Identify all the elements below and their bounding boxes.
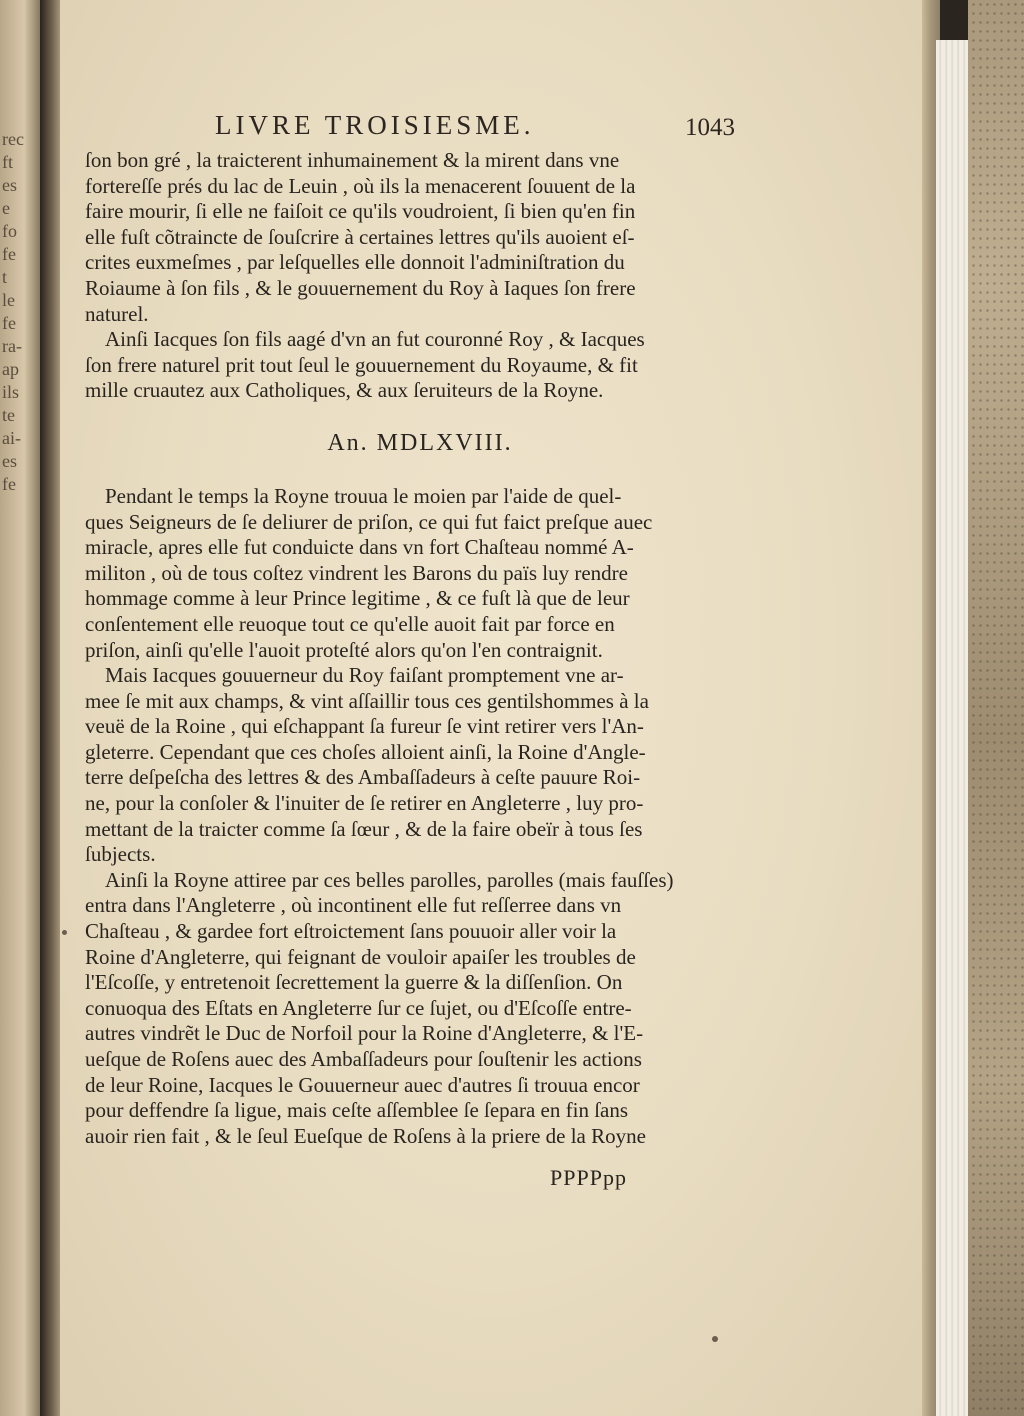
paragraph-1 (85, 148, 735, 327)
paragraph-5 (85, 868, 735, 1150)
text-line: de leur Roine, Iacques le Gouuerneur auec d'autres ſi trouua encor (85, 1072, 640, 1097)
text-line: elle fuſt cõtraincte de ſouſcrire à certaines lettres qu'ils auoient eſ- (85, 224, 635, 249)
text-line: Roiaume à ſon fils , & le gouuernement du Roy à Iaques ſon frere (85, 275, 636, 300)
board-texture (970, 0, 1024, 1416)
paragraph-3 (85, 484, 735, 663)
left-fragment: fe (2, 245, 16, 264)
left-fragment: e (2, 199, 10, 218)
text-line: Mais Iacques gouuerneur du Roy faiſant promptement vne ar- (105, 663, 624, 688)
left-fragment: ai- (2, 429, 21, 448)
text-line: militon , où de tous coſtez vindrent les Barons du païs luy rendre (85, 560, 628, 585)
section-heading: An. MDLXVIII. (327, 429, 513, 456)
text-line: terre deſpeſcha des lettres & des Ambaſſadeurs à ceſte pauure Roi- (85, 765, 641, 790)
text-line: mettant de la traicter comme ſa ſœur , & de la faire obeïr à tous ſes (85, 816, 643, 841)
left-fragment: te (2, 406, 15, 425)
left-fragment: ap (2, 360, 19, 379)
left-fragment: es (2, 176, 17, 195)
text-line: hommage comme à leur Prince legitime , & ce fuſt là que de leur (85, 586, 630, 611)
left-page-fragments (0, 130, 34, 498)
left-fragment: fe (2, 475, 16, 494)
text-line: auoir rien fait , & le ſeul Eueſque de Roſens à la priere de la Royne (85, 1123, 646, 1148)
text-line: conuoqua des Eſtats en Angleterre ſur ce ſujet, ou d'Eſcoſſe entre- (85, 995, 632, 1020)
text-line: ſon bon gré , la traicterent inhumainement & la mirent dans vne (85, 148, 620, 172)
running-head: LIVRE TROISIESME. (215, 110, 535, 140)
paragraph-2 (85, 327, 735, 404)
text-line: faire mourir, ſi elle ne faiſoit ce qu'ils voudroient, ſi bien qu'en fin (85, 199, 636, 224)
text-line: ne, pour la conſoler & l'inuiter de ſe retirer en Angleterre , luy pro- (85, 791, 644, 816)
text-line: Chaſteau , & gardee fort eſtroictement ſans pouuoir aller voir la (85, 919, 617, 944)
text-line: fortereſſe prés du lac de Leuin , où ils la menacerent ſouuent de la (85, 173, 636, 198)
text-line: gleterre. Cependant que ces choſes alloient ainſi, la Roine d'Angle- (85, 739, 646, 764)
signature-mark: PPPPpp (550, 1165, 627, 1190)
ink-spot (62, 930, 67, 935)
text-line: crites euxmeſmes , par leſquelles elle donnoit l'adminiſtration du (85, 250, 625, 275)
text-line: veuë de la Roine , qui eſchappant ſa fureur ſe vint retirer vers l'An- (85, 714, 644, 739)
text-line: l'Eſcoſſe, y entretenoit ſecrettement la guerre & la diſſenſion. On (85, 970, 623, 995)
text-line: ques Seigneurs de ſe deliurer de priſon, ce qui fut faict preſque auec (85, 509, 653, 534)
text-line: ueſque de Roſens auec des Ambaſſadeurs pour ſouſtenir les actions (85, 1047, 642, 1071)
left-fragment: t (2, 268, 8, 287)
text-line: pour deffendre ſa ligue, mais ceſte aſſemblee ſe ſepara en fin ſans (85, 1098, 629, 1123)
page-stack-edge (936, 40, 970, 1416)
text-line: mille cruautez aux Catholiques, & aux ſeruiteurs de la Royne. (85, 378, 604, 403)
text-line: miracle, apres elle fut conduicte dans vn fort Chaſteau nommé A- (85, 535, 634, 560)
left-fragment: ft (2, 153, 13, 172)
left-fragment: le (2, 291, 15, 310)
left-fragment: fo (2, 222, 17, 241)
text-line: Roine d'Angleterre, qui feignant de vouloir apaiſer les troubles de (85, 944, 636, 969)
text-line: entra dans l'Angleterre , où incontinent elle fut reſſerree dans vn (85, 893, 622, 918)
left-fragment: fe (2, 314, 16, 333)
text-line: Ainſi Iacques ſon fils aagé d'vn an fut couronné Roy , & Iacques (105, 327, 645, 352)
text-line: naturel. (85, 301, 149, 326)
text-line: ſubjects. (85, 842, 156, 867)
body-text (85, 148, 735, 1149)
text-line: conſentement elle reuoque tout ce qu'elle auoit fait par force en (85, 611, 615, 636)
paragraph-4 (85, 663, 735, 868)
text-line: ſon frere naturel prit tout ſeul le gouuernement du Royaume, & fit (85, 352, 638, 377)
page-number: 1043 (685, 114, 735, 141)
ink-spot (712, 1336, 718, 1342)
left-fragment: es (2, 452, 17, 471)
text-line: mee ſe mit aux champs, & vint aſſaillir tous ces gentilshommes à la (85, 688, 649, 713)
text-line: priſon, ainſi qu'elle l'auoit proteſté alors qu'on l'en contraignit. (85, 637, 603, 662)
page-header (85, 110, 765, 150)
left-fragment: ra- (2, 337, 22, 356)
text-line: autres vindrẽt le Duc de Norfoil pour la Roine d'Angleterre, & l'E- (85, 1021, 644, 1046)
text-line: Ainſi la Royne attiree par ces belles parolles, parolles (mais fauſſes) (105, 867, 674, 892)
text-line: Pendant le temps la Royne trouua le moien par l'aide de quel- (105, 483, 622, 508)
left-fragment: ils (2, 383, 20, 402)
left-fragment: rec (2, 130, 24, 149)
